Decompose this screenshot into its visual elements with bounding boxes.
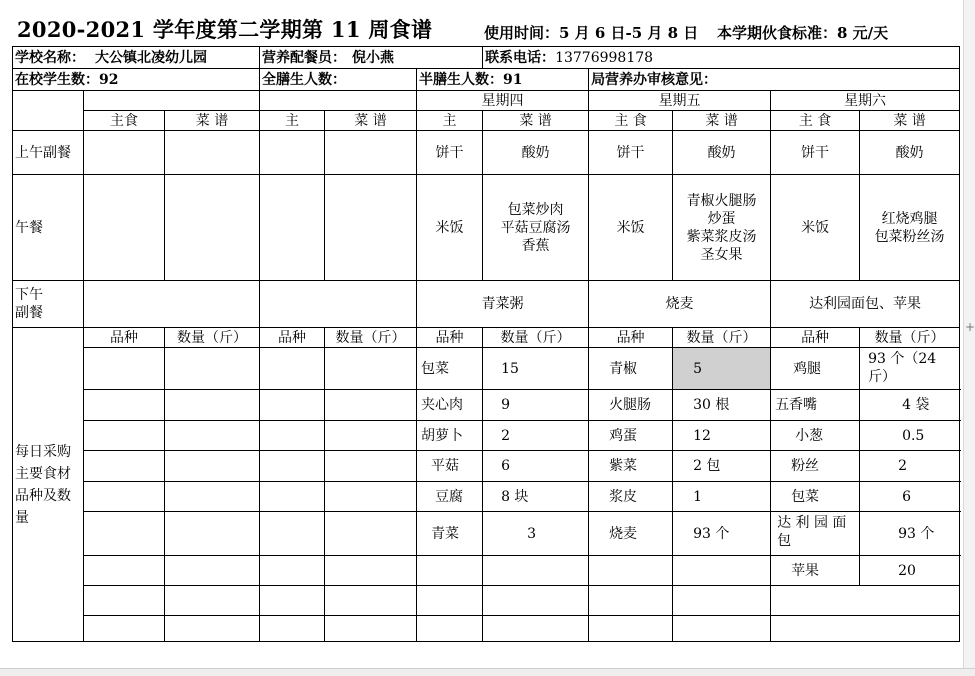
empty-cell xyxy=(84,175,165,281)
empty-cell xyxy=(325,131,417,175)
empty-cell xyxy=(165,512,260,556)
subheader-variety: 品种 xyxy=(771,328,860,348)
subheader-menu: 菜 谱 xyxy=(165,111,260,131)
subheader-variety: 品种 xyxy=(84,328,165,348)
purchase-row xyxy=(13,556,960,586)
phone-number: 13776998178 xyxy=(555,49,654,66)
empty-cell xyxy=(84,390,165,421)
info-row-1 xyxy=(13,47,960,69)
empty-cell xyxy=(325,616,417,642)
empty-cell xyxy=(325,451,417,482)
day-saturday: 星期六 xyxy=(771,91,960,111)
sat-morning-staple: 饼干 xyxy=(771,131,860,175)
day-header-empty-1 xyxy=(84,91,260,111)
thu-purchase-item xyxy=(417,556,483,586)
row-label-purchase: 每日采购主要食材品种及数量 xyxy=(13,328,84,642)
subheader-variety: 品种 xyxy=(417,328,483,348)
thu-purchase-qty: 2 xyxy=(483,421,589,451)
thu-purchase-qty: 9 xyxy=(483,390,589,421)
empty-cell xyxy=(325,421,417,451)
sat-purchase-item: 粉丝 xyxy=(771,451,860,482)
purchase-row xyxy=(13,512,960,556)
subheader-quantity: 数量（斤） xyxy=(325,328,417,348)
empty-cell xyxy=(589,586,673,616)
sat-purchase-qty xyxy=(860,348,960,390)
school-cell xyxy=(13,47,260,69)
purchase-row-empty xyxy=(13,616,960,642)
sheet-scroll-edge[interactable] xyxy=(963,0,975,676)
empty-cell xyxy=(84,512,165,556)
fri-purchase-qty xyxy=(673,556,771,586)
fri-purchase-qty: 1 xyxy=(673,482,771,512)
day-thursday: 星期四 xyxy=(417,91,589,111)
phone-label: 联系电话： xyxy=(485,49,556,66)
thu-purchase-qty: 8 块 xyxy=(483,482,589,512)
row-label-line: 副餐 xyxy=(15,305,43,321)
thu-lunch-dishes xyxy=(483,175,589,281)
empty-cell xyxy=(483,586,589,616)
empty-cell xyxy=(165,390,260,421)
subheader-staple: 主食 xyxy=(84,111,165,131)
empty-cell xyxy=(260,421,325,451)
sat-purchase-qty: 2 xyxy=(860,451,960,482)
day-header-empty-2 xyxy=(260,91,417,111)
empty-cell xyxy=(84,281,260,328)
fri-morning-dish: 酸奶 xyxy=(673,131,771,175)
fri-purchase-qty: 93 个 xyxy=(673,512,771,556)
staff-label: 营养配餐员： xyxy=(262,49,347,66)
sat-purchase-item: 五香嘴 xyxy=(771,390,860,421)
empty-cell xyxy=(589,616,673,642)
empty-cell xyxy=(260,281,417,328)
thu-purchase-item: 夹心肉 xyxy=(417,390,483,421)
sat-purchase-qty-text: 93 个（24 斤） xyxy=(868,351,937,385)
empty-cell xyxy=(84,348,165,390)
empty-cell xyxy=(325,586,417,616)
sat-lunch-dishes xyxy=(860,175,960,281)
empty-cell xyxy=(325,390,417,421)
dish-line: 青椒火腿肠 xyxy=(686,192,757,209)
half-meal-count: 半膳生人数：91 xyxy=(417,69,589,91)
thu-purchase-qty: 3 xyxy=(483,512,589,556)
empty-cell xyxy=(84,451,165,482)
purchase-row xyxy=(13,421,960,451)
dish-line: 圣女果 xyxy=(700,246,743,263)
school-label: 学校名称： xyxy=(15,49,85,66)
empty-cell xyxy=(165,556,260,586)
sat-purchase-item: 达 利 园 面 包 xyxy=(771,512,860,556)
dish-line: 红烧鸡腿 xyxy=(881,210,938,227)
empty-cell xyxy=(165,482,260,512)
empty-cell xyxy=(260,616,325,642)
fri-lunch-staple: 米饭 xyxy=(589,175,673,281)
empty-cell xyxy=(325,482,417,512)
row-label-lunch: 午餐 xyxy=(13,175,84,281)
document-header xyxy=(17,10,967,42)
subheader-quantity: 数量（斤） xyxy=(483,328,589,348)
thu-purchase-item: 青菜 xyxy=(417,512,483,556)
sat-purchase-item: 包菜 xyxy=(771,482,860,512)
full-meal-count: 全膳生人数： xyxy=(260,69,417,91)
empty-cell xyxy=(165,131,260,175)
fri-lunch-dishes xyxy=(673,175,771,281)
empty-cell xyxy=(84,421,165,451)
empty-cell xyxy=(260,175,325,281)
subheader-staple: 主 xyxy=(417,111,483,131)
empty-cell xyxy=(673,616,771,642)
empty-cell xyxy=(84,482,165,512)
empty-cell xyxy=(165,586,260,616)
sat-afternoon-snack: 达利园面包、苹果 xyxy=(771,281,960,328)
dish-line: 平菇豆腐汤 xyxy=(500,219,571,236)
purchase-row xyxy=(13,451,960,482)
empty-cell xyxy=(771,616,960,642)
sat-lunch-staple: 米饭 xyxy=(771,175,860,281)
fri-purchase-item: 浆皮 xyxy=(589,482,673,512)
thu-purchase-item: 豆腐 xyxy=(417,482,483,512)
empty-cell xyxy=(165,175,260,281)
empty-cell xyxy=(260,512,325,556)
empty-cell xyxy=(260,390,325,421)
empty-cell xyxy=(165,616,260,642)
afternoon-snack-row xyxy=(13,281,960,328)
fri-purchase-qty: 30 根 xyxy=(673,390,771,421)
fri-purchase-item: 青椒 xyxy=(589,348,673,390)
thu-morning-staple: 饼干 xyxy=(417,131,483,175)
day-header-row xyxy=(13,91,960,111)
dish-line: 香蕉 xyxy=(521,237,550,254)
corner-cell xyxy=(13,91,84,131)
fri-purchase-item: 鸡蛋 xyxy=(589,421,673,451)
empty-cell xyxy=(417,616,483,642)
empty-cell xyxy=(260,482,325,512)
fri-purchase-qty: 2 包 xyxy=(673,451,771,482)
staff-name: 倪小燕 xyxy=(352,49,395,66)
fri-morning-staple: 饼干 xyxy=(589,131,673,175)
subheader-variety: 品种 xyxy=(589,328,673,348)
lunch-row xyxy=(13,175,960,281)
fri-purchase-item: 紫菜 xyxy=(589,451,673,482)
sat-purchase-item: 小葱 xyxy=(771,421,860,451)
subheader-quantity: 数量（斤） xyxy=(165,328,260,348)
empty-cell xyxy=(260,348,325,390)
thu-purchase-qty: 15 xyxy=(483,348,589,390)
subheader-menu: 菜 谱 xyxy=(483,111,589,131)
thu-purchase-item: 平菇 xyxy=(417,451,483,482)
empty-cell xyxy=(325,348,417,390)
empty-cell xyxy=(165,421,260,451)
empty-cell xyxy=(165,348,260,390)
empty-cell xyxy=(260,451,325,482)
dish-line: 炒蛋 xyxy=(707,210,736,227)
empty-cell xyxy=(165,451,260,482)
empty-cell xyxy=(84,586,165,616)
horizontal-scrollbar[interactable] xyxy=(0,668,975,676)
fri-purchase-qty-selected[interactable]: 5 xyxy=(673,348,771,390)
sat-purchase-qty: 6 xyxy=(860,482,960,512)
empty-cell xyxy=(260,586,325,616)
school-name: 大公镇北凌幼儿园 xyxy=(95,49,207,66)
thu-purchase-qty: 6 xyxy=(483,451,589,482)
meal-standard: 本学期伙食标准：8 元/天 xyxy=(717,24,889,42)
fri-purchase-item: 火腿肠 xyxy=(589,390,673,421)
empty-cell xyxy=(673,586,771,616)
subheader-quantity: 数量（斤） xyxy=(860,328,960,348)
purchase-header-row xyxy=(13,328,960,348)
thu-morning-dish: 酸奶 xyxy=(483,131,589,175)
empty-cell xyxy=(260,556,325,586)
purchase-row xyxy=(13,390,960,421)
empty-cell xyxy=(417,586,483,616)
morning-snack-row xyxy=(13,131,960,175)
row-label-line: 下午 xyxy=(15,287,43,303)
day-friday: 星期五 xyxy=(589,91,771,111)
empty-cell xyxy=(325,556,417,586)
page-title: 2020-2021 学年度第二学期第 11 周食谱 xyxy=(17,17,433,42)
sat-purchase-item: 苹果 xyxy=(771,556,860,586)
thu-purchase-qty xyxy=(483,556,589,586)
subheader-staple: 主 食 xyxy=(589,111,673,131)
sat-purchase-qty: 4 袋 xyxy=(860,390,960,421)
subheader-quantity: 数量（斤） xyxy=(673,328,771,348)
dish-line: 紫菜浆皮汤 xyxy=(686,228,757,245)
sub-header-row xyxy=(13,111,960,131)
fri-purchase-qty: 12 xyxy=(673,421,771,451)
dish-line: 包菜炒肉 xyxy=(507,201,564,218)
sat-morning-dish: 酸奶 xyxy=(860,131,960,175)
phone-cell xyxy=(483,47,960,69)
thu-afternoon-snack: 青菜粥 xyxy=(417,281,589,328)
subheader-variety: 品种 xyxy=(260,328,325,348)
purchase-row xyxy=(13,482,960,512)
purchase-row xyxy=(13,348,960,390)
staff-cell xyxy=(260,47,483,69)
sat-purchase-qty: 20 xyxy=(860,556,960,586)
subheader-staple: 主 食 xyxy=(771,111,860,131)
fri-purchase-item xyxy=(589,556,673,586)
students-count: 在校学生数：92 xyxy=(13,69,260,91)
row-label-morning-snack: 上午副餐 xyxy=(13,131,84,175)
thu-purchase-item: 胡萝卜 xyxy=(417,421,483,451)
thu-lunch-staple: 米饭 xyxy=(417,175,483,281)
subheader-staple: 主 xyxy=(260,111,325,131)
plus-icon[interactable]: + xyxy=(965,320,975,334)
empty-cell xyxy=(771,586,960,616)
menu-table xyxy=(12,46,960,642)
purchase-row-empty xyxy=(13,586,960,616)
sat-purchase-qty: 93 个 xyxy=(860,512,960,556)
empty-cell xyxy=(84,556,165,586)
empty-cell xyxy=(84,616,165,642)
empty-cell xyxy=(325,175,417,281)
info-row-2 xyxy=(13,69,960,91)
review-opinion: 局营养办审核意见： xyxy=(589,69,960,91)
subheader-menu: 菜 谱 xyxy=(325,111,417,131)
empty-cell xyxy=(483,616,589,642)
thu-purchase-item: 包菜 xyxy=(417,348,483,390)
row-label-afternoon-snack xyxy=(13,281,84,328)
empty-cell xyxy=(260,131,325,175)
empty-cell xyxy=(84,131,165,175)
fri-purchase-item: 烧麦 xyxy=(589,512,673,556)
fri-afternoon-snack: 烧麦 xyxy=(589,281,771,328)
usage-time: 使用时间：5 月 6 日-5 月 8 日 xyxy=(484,24,699,42)
sat-purchase-qty: 0.5 xyxy=(860,421,960,451)
empty-cell xyxy=(325,512,417,556)
dish-line: 包菜粉丝汤 xyxy=(874,228,945,245)
sat-purchase-item: 鸡腿 xyxy=(771,348,860,390)
subheader-menu: 菜 谱 xyxy=(673,111,771,131)
subheader-menu: 菜 谱 xyxy=(860,111,960,131)
